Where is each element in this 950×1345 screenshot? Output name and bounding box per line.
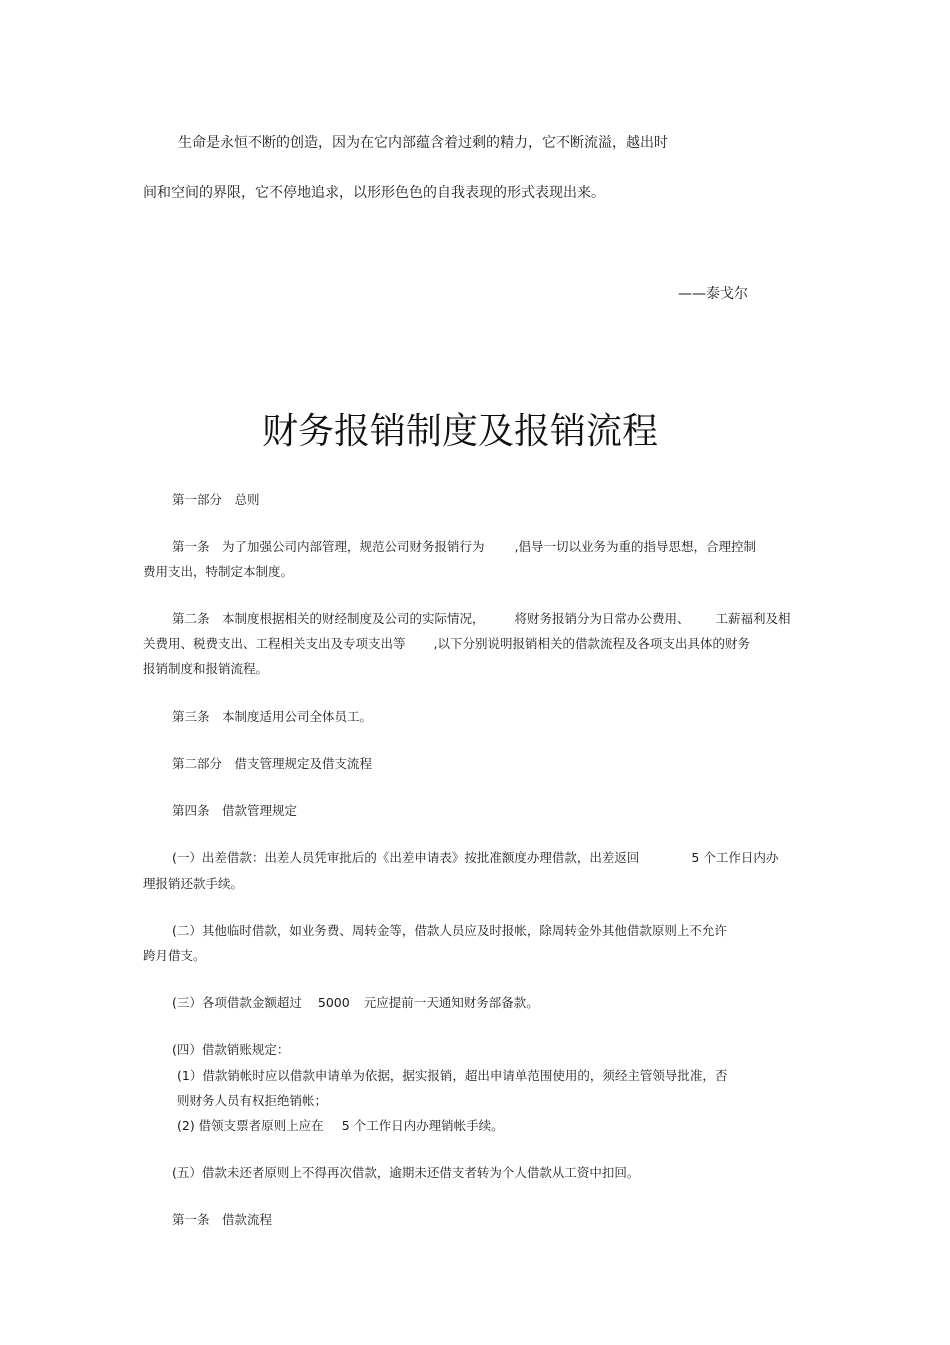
quote-line-2: 间和空间的界限，它不停地追求，以形形色色的自我表现的形式表现出来。 — [143, 185, 605, 201]
article-1-text-b: ,倡导一切以业务为重的指导思想，合理控制 — [514, 539, 756, 554]
item-1-line-1 — [172, 850, 778, 866]
article-1-line-2: 费用支出，特制定本制度。 — [143, 564, 294, 579]
document-title: 财务报销制度及报销流程 — [261, 411, 658, 452]
article-2-text-e: ,以下分别说明报销相关的借款流程及各项支出具体的财务 — [433, 636, 750, 651]
item-4-1-line-1: (1）借款销帐时应以借款申请单为依据，据实报销，超出申请单范围使用的，须经主管领导批准，否 — [177, 1068, 728, 1083]
item-1-text-b: 5 个工作日内办 — [691, 850, 779, 865]
item-4-1-line-2: 则财务人员有权拒绝销帐； — [177, 1093, 328, 1108]
article-2-line-3: 报销制度和报销流程。 — [143, 661, 269, 676]
article-2-line-1 — [172, 611, 791, 627]
article-2-text-c: 工薪福利及相 — [715, 611, 791, 626]
article-1-line-1 — [172, 539, 756, 555]
item-1-line-2: 理报销还款手续。 — [143, 876, 244, 891]
article-2-text-a: 第二条 本制度根据相关的财经制度及公司的实际情况， — [172, 611, 485, 626]
article-flow: 第一条 借款流程 — [172, 1212, 273, 1227]
article-4: 第四条 借款管理规定 — [172, 803, 298, 818]
item-4-2 — [177, 1118, 504, 1134]
item-4-2-text-b: 5 个工作日内办理销帐手续。 — [341, 1118, 504, 1133]
item-2-line-2: 跨月借支。 — [143, 948, 206, 963]
article-1-text-a: 第一条 为了加强公司内部管理，规范公司财务报销行为 — [172, 539, 485, 554]
quote-author: ——泰戈尔 — [678, 286, 748, 302]
item-1-text-a: (一）出差借款：出差人员凭审批后的《出差申请表》按批准额度办理借款，出差返回 — [172, 850, 640, 865]
item-3-text-c: 元应提前一天通知财务部备款。 — [363, 995, 539, 1010]
item-3 — [172, 995, 539, 1011]
part-2-heading: 第二部分 借支管理规定及借支流程 — [172, 756, 373, 771]
part-1-heading: 第一部分 总则 — [172, 492, 260, 507]
item-3-amount: 5000 — [317, 995, 350, 1010]
item-2-line-1: (二）其他临时借款，如业务费、周转金等，借款人员应及时报帐，除周转金外其他借款原则上不允许 — [172, 923, 727, 938]
article-2-line-2 — [143, 636, 750, 652]
item-3-text-a: (三）各项借款金额超过 — [172, 995, 302, 1010]
item-4: (四）借款销账规定： — [172, 1042, 290, 1057]
quote-line-1: 生命是永恒不断的创造，因为在它内部蕴含着过剩的精力，它不断流溢，越出时 — [178, 135, 668, 151]
article-2-text-b: 将财务报销分为日常办公费用、 — [514, 611, 690, 626]
article-2-text-d: 关费用、税费支出、工程相关支出及专项支出等 — [143, 636, 406, 651]
article-3: 第三条 本制度适用公司全体员工。 — [172, 709, 373, 724]
item-5: (五）借款未还者原则上不得再次借款，逾期未还借支者转为个人借款从工资中扣回。 — [172, 1165, 640, 1180]
item-4-2-text-a: (2) 借领支票者原则上应在 — [177, 1118, 324, 1133]
